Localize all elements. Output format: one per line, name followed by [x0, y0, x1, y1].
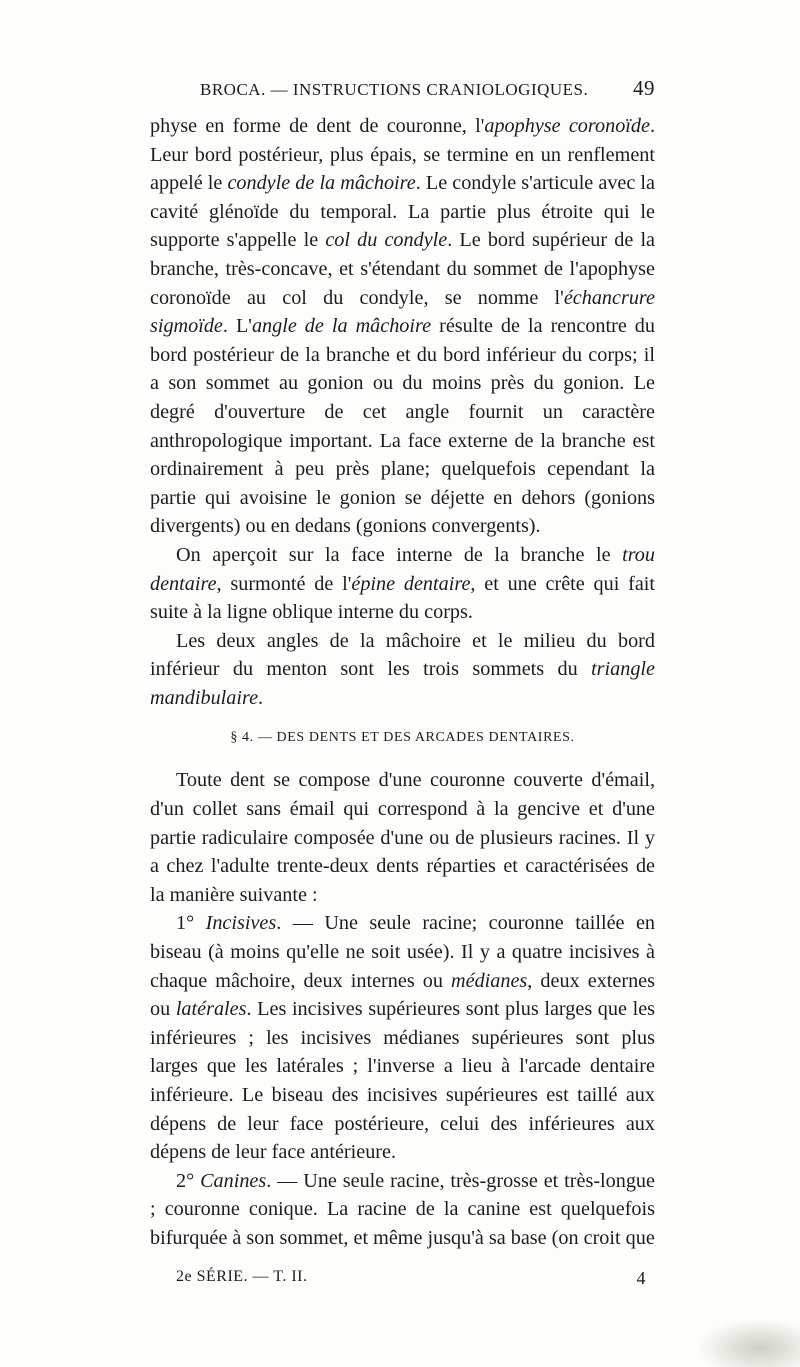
- text-run: .: [258, 686, 264, 709]
- paragraph-triangle: [150, 627, 655, 713]
- text-run: . Leur bord postérieur, plus épais, se termine en un renflement appelé le: [150, 115, 656, 195]
- text-run: . Le bord supérieur de la branche, très-concave, et s'étendant du sommet de l'apophyse coronoïde au col du condyle, se nomme l': [150, 229, 656, 309]
- term-epine-dentaire: épine dentaire: [351, 572, 471, 595]
- text-run: 2°: [176, 1169, 201, 1192]
- term-apophyse-coronoide: apophyse coronoïde: [484, 115, 650, 137]
- text-run: . Le condyle s'articule avec la cavité glénoïde du temporal. La partie plus étroite qui le supporte s'appelle le: [150, 172, 655, 252]
- text-run: , et une crête qui fait suite à la ligne oblique interne du corps.: [150, 572, 656, 624]
- text-run: physe en forme de dent de couronne, l': [150, 115, 485, 137]
- term-col-du-condyle: col du condyle: [325, 229, 448, 252]
- text-run: , surmonté de l': [216, 572, 352, 595]
- paragraph-incisives: [150, 909, 655, 1166]
- text-run: , deux externes ou: [150, 969, 655, 1021]
- text-run: On aperçoit sur la face interne de la branche le: [176, 543, 623, 566]
- text-run: Toute dent se compose d'une couronne couverte d'émail, d'un collet sans émail qui correspond à la gencive et d'une partie radiculaire composée d'une ou de plusieurs racines. Il y a chez l'adulte trente-deux dents réparties et caractérisées de la manière suivante :: [150, 769, 655, 906]
- text-run: Les deux angles de la mâchoire et le milieu du bord inférieur du menton sont les trois sommets du: [150, 629, 655, 681]
- text-run: résulte de la rencontre du bord postérieur de la branche et du bord inférieur du corps; il a son sommet au gonion ou du moins près du gonion. Le degré d'ouverture de cet angle fournit un caractère anthropologique important. La face externe de la branche est ordinairement à peu près plane; quelquefois cependant la partie qui avoisine le gonion se déjette en dehors (gonions divergents) ou en dedans (gonions convergents).: [150, 315, 655, 538]
- term-condyle: condyle de la mâchoire: [227, 172, 416, 195]
- term-triangle-mandibulaire: triangle mandibulaire: [150, 658, 655, 709]
- term-laterales: latérales: [175, 998, 247, 1021]
- term-medianes: médianes: [451, 969, 528, 992]
- running-head: BROCA. — INSTRUCTIONS CRANIOLOGIQUES.: [200, 80, 589, 99]
- signature-number: 4: [636, 1268, 646, 1288]
- text-run: . — Une seule racine; couronne taillée en biseau (à moins qu'elle ne soit usée). Il y a quatre incisives à chaque mâchoire, deux internes ou: [150, 912, 655, 992]
- paper-stain: [700, 1320, 800, 1367]
- term-angle-machoire: angle de la mâchoire: [251, 315, 432, 338]
- page-body: [150, 112, 655, 1253]
- term-trou-dentaire: trou dentaire: [150, 543, 655, 595]
- paragraph-trou-dentaire: [150, 541, 655, 627]
- series-note: 2e SÉRIE. — T. II.: [176, 1268, 308, 1285]
- term-canines: Canines: [200, 1169, 267, 1192]
- paragraph-dent-composition: [150, 766, 655, 909]
- term-echancrure-sigmoide: échancrure sigmoïde: [150, 286, 655, 338]
- text-run: 1°: [176, 912, 206, 935]
- term-incisives: Incisives: [205, 912, 277, 935]
- paragraph-mandible-branch: [150, 112, 655, 541]
- text-run: . L': [222, 315, 252, 338]
- text-run: . — Une seule racine, très-grosse et très-longue ; couronne conique. La racine de la canine est quelquefois bifurquée à son sommet, et même jusqu'à sa base (on croit que: [150, 1169, 655, 1249]
- page-number: 49: [633, 76, 655, 100]
- section-heading: § 4. — DES DENTS ET DES ARCADES DENTAIRES.: [230, 730, 575, 746]
- paragraph-canines: [150, 1167, 655, 1253]
- text-run: . Les incisives supérieures sont plus larges que les inférieures ; les incisives médianes supérieures sont plus larges que les latérales ; l'inverse a lieu à l'arcade dentaire inférieure. Le biseau des incisives supérieures est taillé aux dépens de leur face postérieure, celui des inférieures aux dépens de leur face antérieure.: [150, 998, 656, 1164]
